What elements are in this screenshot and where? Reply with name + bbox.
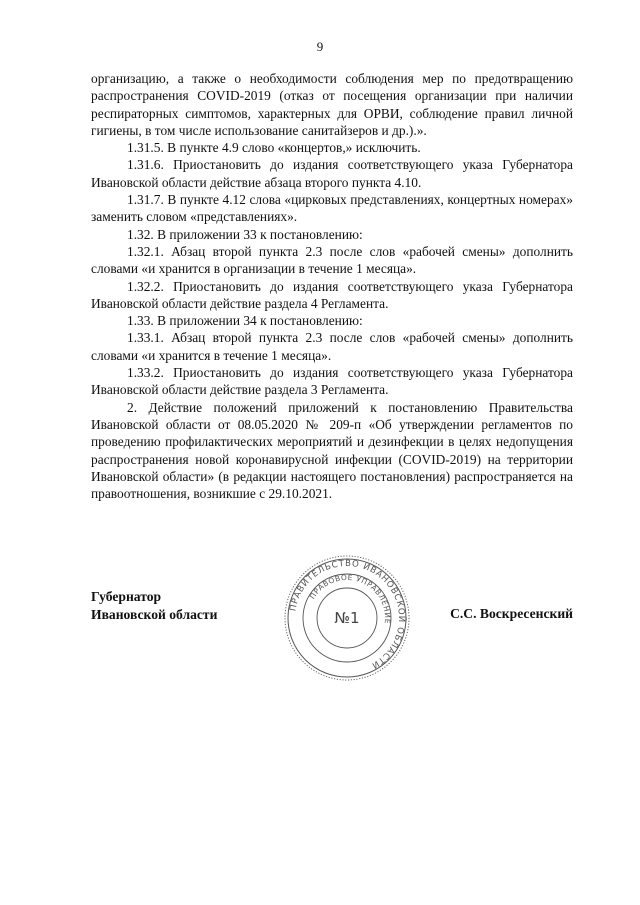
signatory-title-line2: Ивановской области [91, 607, 218, 622]
signatory-title [91, 588, 217, 624]
official-seal [283, 554, 411, 682]
paragraph: 1.31.7. В пункте 4.12 слова «цирковых представлениях, концертных номерах» заменить словом «представлениях». [91, 192, 573, 225]
seal-dotted-ring [285, 556, 409, 680]
paragraph: 1.32. В приложении 33 к постановлению: [127, 226, 363, 242]
signatory-title-line1: Губернатор [91, 589, 162, 604]
seal-inner-text: ПРАВОВОЕ УПРАВЛЕНИЕ [307, 572, 393, 625]
seal-outer-ring [288, 559, 406, 677]
paragraph: организацию, а также о необходимости соблюдения мер по предотвращению распространения COVID-2019 (отказ от посещения организации при наличии респираторных симптомов, характерных для ОРВИ, соблюдение правил личной гигиены, в том числе использование санитайзеров и др.).». [91, 71, 573, 138]
paragraph: 2. Действие положений приложений к постановлению Правительства Ивановской области от 08.05.2020 № 209-п «Об утверждении регламентов по проведению профилактических мероприятий и дезинфекции в целях недопущения распространения новой коронавирусной инфекции (COVID-2019) на территории Ивановской области» (в редакции настоящего постановления) распространяется на правоотношения, возникшие с 29.10.2021. [91, 399, 573, 502]
paragraph: 1.33.2. Приостановить до издания соответствующего указа Губернатора Ивановской области действие раздела 3 Регламента. [91, 365, 573, 398]
paragraph: 1.31.5. В пункте 4.9 слово «концертов,» исключить. [127, 140, 421, 156]
paragraph: 1.31.6. Приостановить до издания соответствующего указа Губернатора Ивановской области действие абзаца второго пункта 4.10. [91, 157, 573, 190]
paragraph: 1.33. В приложении 34 к постановлению: [127, 313, 363, 329]
paragraph: 1.32.2. Приостановить до издания соответствующего указа Губернатора Ивановской области действие раздела 4 Регламента. [91, 278, 573, 311]
seal-number: №1 [334, 609, 360, 627]
seal-outer-text: ПРАВИТЕЛЬСТВО ИВАНОВСКОЙ ОБЛАСТИ [288, 558, 407, 671]
paragraph: 1.32.1. Абзац второй пункта 2.3 после слов «рабочей смены» дополнить словами «и хранится в организации в течение 1 месяца». [91, 243, 573, 277]
signatory-name: С.С. Воскресенский [450, 606, 573, 621]
seal-middle-ring [303, 574, 391, 662]
seal-inner-ring [317, 588, 377, 648]
page-number: 9 [316, 39, 324, 54]
paragraph: 1.33.1. Абзац второй пункта 2.3 после слов «рабочей смены» дополнить словами «и хранится в течение 1 месяца». [91, 330, 573, 363]
document-body [91, 70, 573, 502]
